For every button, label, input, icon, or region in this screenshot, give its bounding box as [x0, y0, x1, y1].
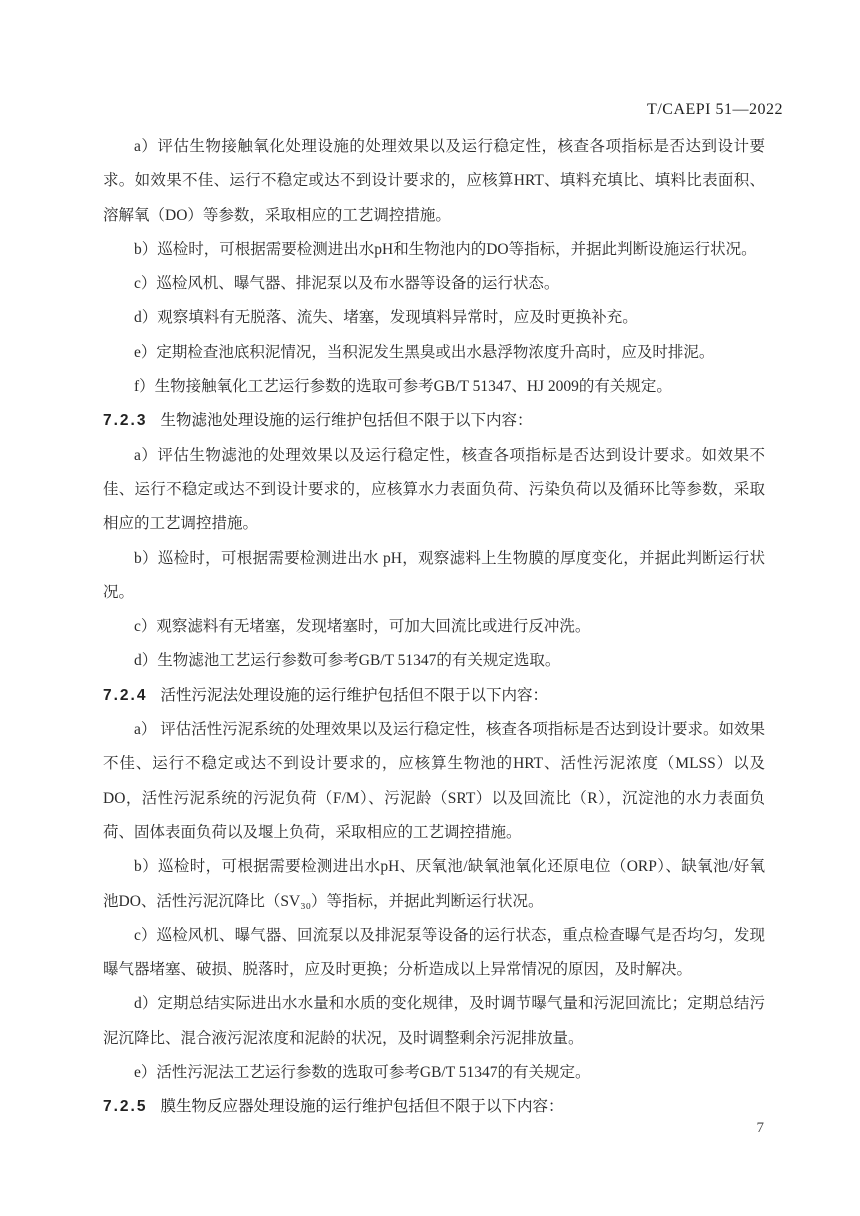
- paragraph-text: c）观察滤料有无堵塞，发现堵塞时，可加大回流比或进行反冲洗。: [134, 618, 591, 636]
- paragraph: [103, 370, 765, 404]
- section-number: 7.2.5: [103, 1098, 148, 1116]
- paragraph: [103, 439, 765, 542]
- paragraph: [103, 233, 765, 267]
- paragraph-text: b）巡检时，可根据需要检测进出水pH、厌氧池/缺氧池氧化还原电位（ORP）、缺氧池/好氧池DO、活性污泥沉降比（SV₃₀）等指标，并据此判断运行状况。: [103, 858, 765, 910]
- paragraph: [103, 987, 765, 1056]
- paragraph: [103, 919, 765, 988]
- page-footer: [757, 1120, 765, 1137]
- paragraph-text: c）巡检风机、曝气器、回流泵以及排泥泵等设备的运行状态，重点检查曝气是否均匀，发现曝气器堵塞、破损、脱落时，应及时更换；分析造成以上异常情况的原因，及时解决。: [103, 926, 765, 979]
- paragraph-text: a） 评估活性污泥系统的处理效果以及运行稳定性，核查各项指标是否达到设计要求。如效果不佳、运行不稳定或达不到设计要求的，应核算生物池的HRT、活性污泥浓度（MLSS）以及DO，活性污泥系统的污泥负荷（F/M）、污泥龄（SRT）以及回流比（R），沉淀池的水力表面负荷、固体表面负荷以及堰上负荷，采取相应的工艺调控措施。: [103, 721, 765, 841]
- paragraph-text: a）评估生物接触氧化处理设施的处理效果以及运行稳定性，核查各项指标是否达到设计要求。如效果不佳、运行不稳定或达不到设计要求的，应核算HRT、填料充填比、填料比表面积、溶解氧（DO）等参数，采取相应的工艺调控措施。: [103, 138, 765, 224]
- section-heading: [103, 1090, 765, 1124]
- paragraph-text: d）定期总结实际进出水水量和水质的变化规律，及时调节曝气量和污泥回流比；定期总结污泥沉降比、混合液污泥浓度和泥龄的状况，及时调整剩余污泥排放量。: [103, 995, 765, 1047]
- paragraph-text: d）生物滤池工艺运行参数可参考GB/T 51347的有关规定选取。: [134, 652, 561, 670]
- paragraph: [103, 644, 765, 678]
- paragraph: [103, 850, 765, 919]
- document-body: [103, 130, 765, 1125]
- paragraph-text: c）巡检风机、曝气器、排泥泵以及布水器等设备的运行状态。: [134, 275, 560, 293]
- paragraph: [103, 130, 765, 233]
- paragraph: [103, 713, 765, 850]
- paragraph-text: d）观察填料有无脱落、流失、堵塞，发现填料异常时，应及时更换补充。: [134, 309, 638, 327]
- doc-number: T/CAEPI 51—2022: [647, 101, 783, 118]
- paragraph: [103, 1056, 765, 1090]
- page-header: [647, 101, 783, 119]
- paragraph-text: e）定期检查池底积泥情况，当积泥发生黑臭或出水悬浮物浓度升高时，应及时排泥。: [134, 343, 715, 361]
- section-number: 7.2.4: [103, 686, 148, 704]
- section-heading: [103, 404, 765, 438]
- paragraph: [103, 542, 765, 611]
- section-number: 7.2.3: [103, 412, 148, 430]
- section-title: 活性污泥法处理设施的运行维护包括但不限于以下内容：: [160, 686, 548, 704]
- paragraph-text: e）活性污泥法工艺运行参数的选取可参考GB/T 51347的有关规定。: [134, 1064, 591, 1082]
- paragraph-text: f）生物接触氧化工艺运行参数的选取可参考GB/T 51347、HJ 2009的有关规定。: [134, 378, 672, 396]
- paragraph-text: a）评估生物滤池的处理效果以及运行稳定性，核查各项指标是否达到设计要求。如效果不佳、运行不稳定或达不到设计要求的，应核算水力表面负荷、污染负荷以及循环比等参数，采取相应的工艺调控措施。: [103, 446, 765, 533]
- section-title: 膜生物反应器处理设施的运行维护包括但不限于以下内容：: [160, 1098, 564, 1116]
- paragraph: [103, 610, 765, 644]
- section-title: 生物滤池处理设施的运行维护包括但不限于以下内容：: [160, 412, 533, 430]
- paragraph: [103, 267, 765, 301]
- section-heading: [103, 679, 765, 713]
- paragraph: [103, 301, 765, 335]
- paragraph-text: b）巡检时，可根据需要检测进出水pH和生物池内的DO等指标，并据此判断设施运行状况。: [134, 240, 757, 258]
- paragraph: [103, 336, 765, 370]
- paragraph-text: b）巡检时，可根据需要检测进出水 pH，观察滤料上生物膜的厚度变化，并据此判断运行状况。: [103, 549, 765, 601]
- page-number: 7: [756, 1120, 764, 1136]
